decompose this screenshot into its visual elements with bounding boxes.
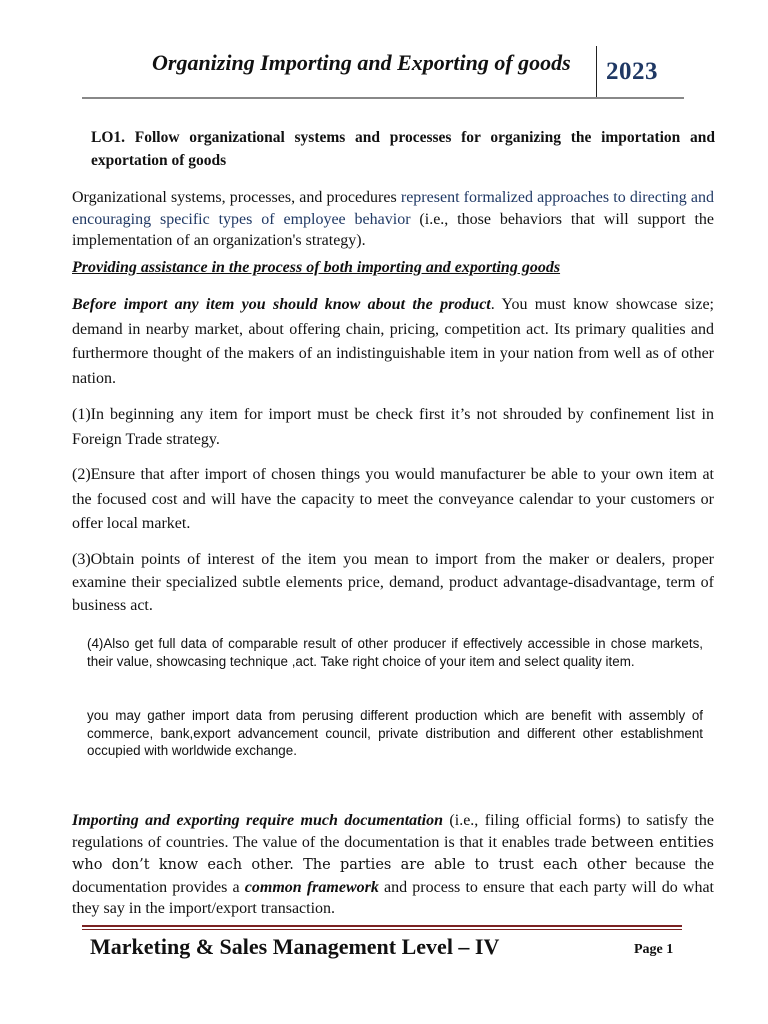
intro-paragraph xyxy=(72,187,714,252)
footer-divider-thin xyxy=(82,929,682,930)
header-title: Organizing Importing and Exporting of goods xyxy=(152,50,571,75)
header-year: 2023 xyxy=(606,58,658,85)
point-2: (2)Ensure that after import of chosen things you would manufacturer be able to your own item at the focused cost and will have the capacity to meet the conveyance calendar to your customers or offer local market. xyxy=(72,466,714,532)
before-import-text: . You must know showcase size; demand in nearby market, about offering chain, pricing, competition act. Its primary qualities and furthermore thought of the makers of an indistinguishable item in your nation from well as of other nation. xyxy=(72,296,714,387)
point-4: (4)Also get full data of comparable result of other producer if effectively accessible in chose markets, their value, showcasing technique ,act. Take right choice of your item and select quality item. xyxy=(87,636,703,669)
before-import-paragraph xyxy=(72,293,714,391)
header-divider-vertical xyxy=(596,46,597,98)
documentation-text-2: between entities who don’t know each other. The parties are able to trust each other xyxy=(72,834,714,873)
intro-text-blue: represent formalized approaches to directing and encouraging specific types of employee behavior xyxy=(72,189,714,228)
point-3: (3)Obtain points of interest of the item you mean to import from the maker or dealers, proper examine their specialized subtle elements price, demand, product advantage-disadvantage, term of business act. xyxy=(72,551,714,614)
header-divider-horizontal xyxy=(82,97,684,99)
lo-heading: LO1. Follow organizational systems and processes for organizing the importation and exportation of goods xyxy=(91,129,715,169)
footer-divider-thick xyxy=(82,925,682,927)
documentation-text-1: (i.e., filing official forms) to satisfy the regulations of countries. The value of the documentation is that it enables trade xyxy=(72,812,714,851)
documentation-text-4: and process to ensure that each party will do what they say in the import/export transaction. xyxy=(72,878,714,917)
point-1: (1)In beginning any item for import must be check first it’s not shrouded by confinement list in Foreign Trade strategy. xyxy=(72,406,714,448)
before-import-lead: Before import any item you should know about the product xyxy=(72,296,491,313)
documentation-lead: Importing and exporting require much documentation xyxy=(72,812,443,829)
documentation-paragraph xyxy=(72,810,714,920)
intro-text-3: (i.e., those behaviors that will support the implementation of an organization's strategy). xyxy=(72,210,715,249)
gather-paragraph: you may gather import data from perusing different production which are benefit with assembly of commerce, bank,export advancement council, private distribution and different other establishment occupied with worldwide exchange. xyxy=(87,708,703,758)
documentation-emphasis: common framework xyxy=(244,878,379,896)
documentation-text-3: because the documentation provides a xyxy=(72,856,714,896)
intro-text-1: Organizational systems, processes, and procedures xyxy=(72,189,401,206)
section-subheading: Providing assistance in the process of both importing and exporting goods xyxy=(72,259,561,276)
footer-title: Marketing & Sales Management Level – IV xyxy=(90,934,500,959)
page-number: Page 1 xyxy=(634,942,674,957)
